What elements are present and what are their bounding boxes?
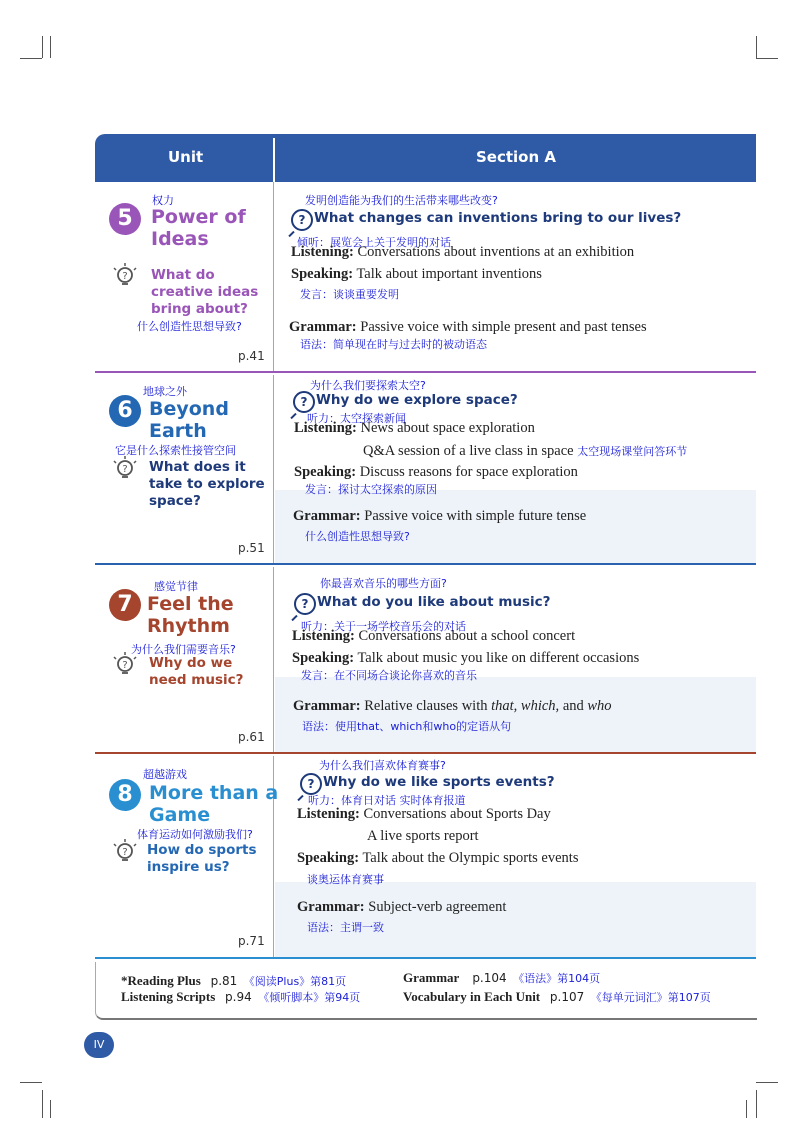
unit-number-badge: 7 <box>109 589 141 621</box>
speaking-line <box>291 266 542 283</box>
listening-label: Listening: <box>294 420 357 436</box>
unit-divider-line <box>95 563 756 565</box>
unit-title-line: Power of <box>151 206 246 228</box>
listening-label: Listening: <box>292 628 355 644</box>
unit-question <box>149 459 265 510</box>
grammar-appendix-label: Grammar <box>403 970 460 985</box>
svg-text:?: ? <box>122 464 128 475</box>
grammar-line <box>289 319 647 336</box>
header-divider <box>273 138 275 182</box>
unit-row <box>95 182 756 372</box>
unit-title-line: More than a <box>149 782 279 804</box>
unit-title-translation: 地球之外 <box>143 385 187 398</box>
unit-question-translation: 什么创造性思想导致? <box>137 320 242 333</box>
unit-divider-line <box>95 752 756 754</box>
column-divider <box>273 375 274 563</box>
section-question: Why do we explore space? <box>316 392 518 408</box>
lightbulb-icon <box>111 838 139 866</box>
unit-title-line: Ideas <box>151 228 209 250</box>
unit-question-line: How do sports <box>147 842 257 858</box>
grammar-label: Grammar: <box>293 508 361 524</box>
listening-text: Conversations about Sports Day <box>363 806 551 822</box>
contents-table <box>95 134 756 959</box>
unit-question-line: What do <box>151 267 215 283</box>
grammar-text: Passive voice with simple present and past tenses <box>360 319 647 335</box>
speaking-label: Speaking: <box>291 266 354 282</box>
unit-question-translation: 体育运动如何激励我们? <box>137 828 253 841</box>
reading-plus-translation: 《阅读Plus》第81页 <box>243 975 347 988</box>
unit-question-line: need music? <box>149 672 244 688</box>
grammar-line <box>293 508 586 525</box>
grammar-appendix-page: p.104 <box>472 971 507 985</box>
grammar-italic-text: that, which, <box>491 698 560 714</box>
unit-question <box>147 842 257 876</box>
question-search-icon: ? <box>293 391 315 413</box>
unit-title-translation: 感觉节律 <box>154 580 198 593</box>
grammar-shade <box>275 490 756 563</box>
crop-mark <box>746 1100 747 1118</box>
vocabulary-entry <box>403 989 711 1005</box>
unit-row <box>95 756 756 959</box>
unit-question <box>149 655 243 689</box>
unit-title <box>149 398 229 442</box>
question-search-icon: ? <box>300 773 322 795</box>
listening-line <box>291 244 634 261</box>
speaking-line <box>294 464 578 481</box>
reading-plus-page: p.81 <box>210 974 238 988</box>
unit-question-translation: 它是什么探索性接管空间 <box>115 444 236 457</box>
grammar-text: Passive voice with simple future tense <box>364 508 587 524</box>
listening-scripts-label: Listening Scripts <box>121 989 216 1004</box>
speaking-line <box>297 850 578 867</box>
unit-title-line: Beyond <box>149 398 229 420</box>
unit-number-badge: 5 <box>109 203 141 235</box>
page-number-badge: IV <box>84 1032 114 1058</box>
question-search-icon: ? <box>294 593 316 615</box>
unit-question-line: What does it <box>149 459 246 475</box>
unit-title-line: Rhythm <box>147 615 230 637</box>
listening-text: News about space exploration <box>360 420 535 436</box>
grammar-translation: 语法：主谓一致 <box>307 921 384 934</box>
unit-title-translation: 权力 <box>152 194 174 207</box>
listening-scripts-page: p.94 <box>225 990 252 1004</box>
grammar-text: and <box>559 698 588 714</box>
question-search-icon: ? <box>291 209 313 231</box>
section-question-translation: 为什么我们要探索太空? <box>310 379 426 392</box>
unit-title-line: Earth <box>149 420 207 442</box>
speaking-translation: 发言：谈谈重要发明 <box>300 288 399 301</box>
lightbulb-icon <box>111 455 139 483</box>
lightbulb-icon <box>111 651 139 679</box>
unit-title <box>151 206 246 250</box>
unit-page-number: p.61 <box>238 730 265 744</box>
listening-scripts-translation: 《倾听脚本》第94页 <box>258 991 361 1004</box>
listening-line <box>294 420 535 437</box>
section-question: What do you like about music? <box>317 594 551 610</box>
listening-line-2 <box>363 443 687 460</box>
unit-title <box>147 593 234 637</box>
grammar-appendix-translation: 《语法》第104页 <box>513 972 601 985</box>
speaking-translation: 发言：探讨太空探索的原因 <box>305 483 437 496</box>
grammar-text: Relative clauses with <box>364 698 492 714</box>
vocabulary-translation: 《每单元词汇》第107页 <box>590 991 711 1004</box>
speaking-translation: 发言：在不同场合谈论你喜欢的音乐 <box>301 669 477 682</box>
table-header <box>95 134 756 182</box>
speaking-label: Speaking: <box>294 464 357 480</box>
listening-translation: 听力：关于一场学校音乐会的对话 <box>301 620 466 633</box>
unit-title <box>149 782 278 826</box>
vocabulary-page: p.107 <box>549 990 585 1004</box>
unit-number-badge: 6 <box>109 395 141 427</box>
svg-text:?: ? <box>122 660 128 671</box>
speaking-text: Discuss reasons for space exploration <box>359 464 578 480</box>
column-divider <box>273 567 274 753</box>
crop-mark <box>756 1082 778 1083</box>
speaking-text: Talk about music you like on different occasions <box>357 650 640 666</box>
unit-question-line: take to explore <box>149 476 265 492</box>
section-question-translation: 发明创造能为我们的生活带来哪些改变? <box>305 194 498 207</box>
grammar-line <box>297 899 506 916</box>
reading-plus-entry <box>121 973 346 989</box>
unit-number-badge: 8 <box>109 779 141 811</box>
listening-translation: 听力：太空探索新闻 <box>307 412 406 425</box>
unit-question-line: creative ideas <box>151 284 259 300</box>
grammar-line <box>293 698 612 715</box>
unit-question-line: space? <box>149 493 201 509</box>
listening-2-translation: 太空现场课堂问答环节 <box>577 445 688 458</box>
unit-column-header: Unit <box>168 148 204 166</box>
listening-label: Listening: <box>291 244 354 260</box>
grammar-entry <box>403 970 600 986</box>
grammar-label: Grammar: <box>297 899 365 915</box>
listening-text: Conversations about inventions at an exhibition <box>357 244 635 260</box>
unit-question-line: inspire us? <box>147 859 230 875</box>
unit-row <box>95 567 756 753</box>
listening-scripts-entry <box>121 989 360 1005</box>
lightbulb-icon <box>111 262 139 290</box>
unit-title-translation: 超越游戏 <box>143 768 187 781</box>
section-question-translation: 你最喜欢音乐的哪些方面? <box>320 577 447 590</box>
column-divider <box>273 182 274 372</box>
listening-text: Conversations about a school concert <box>358 628 576 644</box>
crop-mark <box>20 58 42 59</box>
unit-page-number: p.71 <box>238 934 265 948</box>
speaking-translation: 谈奥运体育赛事 <box>307 873 384 886</box>
crop-mark <box>42 36 43 58</box>
section-question: Why do we like sports events? <box>323 774 555 790</box>
grammar-translation: 语法：简单现在时与过去时的被动语态 <box>300 338 487 351</box>
svg-text:?: ? <box>122 271 128 282</box>
grammar-label: Grammar: <box>289 319 357 335</box>
unit-page-number: p.41 <box>238 349 265 363</box>
unit-question-line: bring about? <box>151 301 248 317</box>
unit-divider-line <box>95 371 756 373</box>
grammar-shade <box>275 677 756 753</box>
listening-line-2 <box>367 828 479 845</box>
section-question-translation: 为什么我们喜欢体育赛事? <box>319 759 446 772</box>
grammar-text: Subject-verb agreement <box>368 899 507 915</box>
unit-question <box>151 267 258 318</box>
crop-mark <box>50 1100 51 1118</box>
listening-translation: 倾听：展览会上关于发明的对话 <box>297 236 451 249</box>
unit-page-number: p.51 <box>238 541 265 555</box>
listening-label: Listening: <box>297 806 360 822</box>
speaking-line <box>292 650 639 667</box>
unit-title-line: Game <box>149 804 211 826</box>
grammar-label: Grammar: <box>293 698 361 714</box>
unit-title-line: Feel the <box>147 593 234 615</box>
speaking-text: Talk about the Olympic sports events <box>362 850 579 866</box>
unit-divider-line <box>95 957 756 959</box>
crop-mark <box>42 1090 43 1118</box>
section-column-header: Section A <box>476 148 556 166</box>
unit-row <box>95 375 756 563</box>
crop-mark <box>50 36 51 58</box>
listening-text-2: Q&A session of a live class in space <box>363 443 574 459</box>
unit-question-line: Why do we <box>149 655 233 671</box>
unit-question-translation: 为什么我们需要音乐? <box>131 643 236 656</box>
crop-mark <box>756 58 778 59</box>
speaking-label: Speaking: <box>297 850 360 866</box>
reading-plus-label: *Reading Plus <box>121 973 201 988</box>
speaking-label: Speaking: <box>292 650 355 666</box>
listening-line <box>292 628 575 645</box>
vocabulary-label: Vocabulary in Each Unit <box>403 989 541 1004</box>
listening-text-2: A live sports report <box>367 828 479 844</box>
listening-line <box>297 806 551 823</box>
grammar-italic-text: who <box>587 698 612 714</box>
svg-text:?: ? <box>122 847 128 858</box>
crop-mark <box>756 36 757 58</box>
crop-mark <box>756 1090 757 1118</box>
speaking-text: Talk about important inventions <box>356 266 542 282</box>
grammar-translation: 什么创造性思想导致? <box>305 530 410 543</box>
crop-mark <box>20 1082 42 1083</box>
listening-translation: 听力：体育日对话 实时体育报道 <box>308 794 466 807</box>
section-question: What changes can inventions bring to our lives? <box>314 210 682 226</box>
grammar-translation: 语法：使用that、which和who的定语从句 <box>302 720 512 733</box>
